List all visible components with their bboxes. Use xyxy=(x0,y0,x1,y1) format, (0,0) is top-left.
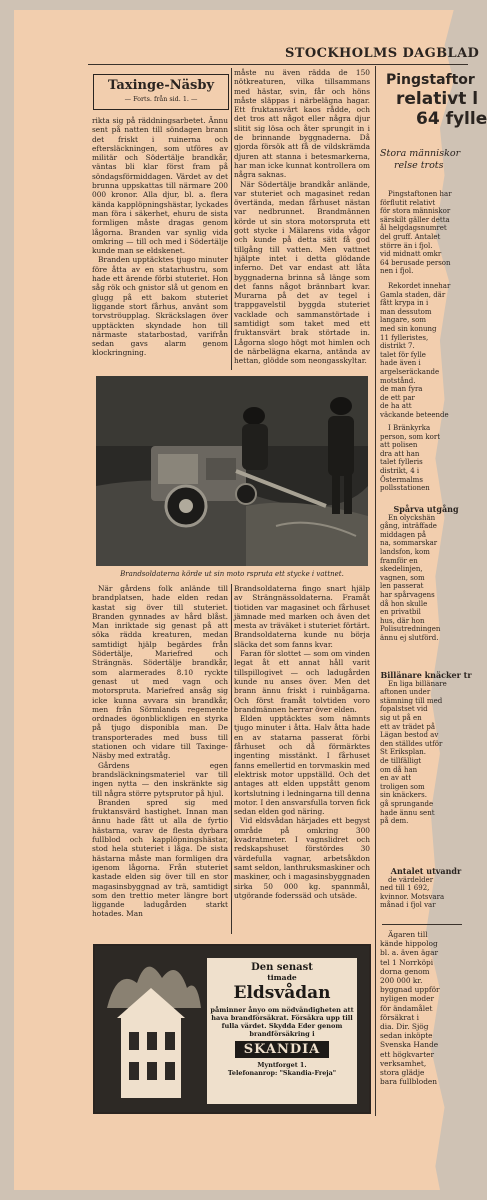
text-line: väckande beteende xyxy=(380,410,449,419)
text-line: Rekordet innehar xyxy=(388,282,451,290)
text-line: de ha att xyxy=(380,402,412,411)
text-line: dorna genom xyxy=(380,966,430,976)
paragraph: Brandsoldaterna fingo snart hjälp av Strängnässoldaterna. Framåt tiotiden var magasinet och fårhuset jämnade med marken och även det mesta av träväket i stuteriet förtärt. Brandsoldaterna kunde nu börja släcka det som fanns kvar. xyxy=(234,584,370,649)
text-line: talet för fylle xyxy=(380,350,426,359)
top-rule xyxy=(88,64,468,65)
text-line: kvinnor. Motsvara xyxy=(380,892,445,901)
text-line: vid midnatt omkr xyxy=(380,250,442,259)
subheadline-line: Stora människor xyxy=(380,148,461,159)
text-line: Ägaren till xyxy=(388,930,428,939)
text-line: för stora människor xyxy=(380,207,451,216)
text-line: en av att xyxy=(380,774,412,783)
newspaper-masthead: STOCKHOLMS DAGBLAD xyxy=(285,46,480,61)
paragraph: Branden upptäcktes tjugo minuter före åtta av en statarhustru, som hade ett ärende förbi stuteriet. Hon såg rök och gnistor slå ut genom en glugg på ett bakom stuteriet liggande stort fårhus, använt som torvströupplag. Skräckslagen över upptäckten skyndade hon till närmaste statarbostad, varifrån sedan gavs alarm genom klockringning. xyxy=(92,255,228,358)
article-title: Taxinge-Näsby xyxy=(107,78,215,93)
paragraph: Gårdens egen brandsläckningsmateriel var till ingen nytta — den inskränkte sig till några större pytsprutor på hjul. xyxy=(92,760,228,798)
paragraph: Faran för slottet — som om vinden legat åt ett annat håll varit tillspillogivet — och ladugården kunde nu anses över. Men det brann ännu friskt i ruinbågarna. Och först framåt tolvtiden voro brandmännen herrar över elden. xyxy=(234,649,370,714)
section-rule xyxy=(382,924,462,925)
article-column-4 xyxy=(234,584,370,934)
text-line: vagnen, som xyxy=(380,573,425,582)
article-column-2 xyxy=(234,68,370,370)
text-line: särskilt gäller detta xyxy=(380,215,450,224)
text-line: ännu ej slutförd. xyxy=(380,633,439,642)
text-line: argelseräckande xyxy=(380,367,440,376)
text-line: landsfon, kom xyxy=(380,547,430,556)
text-line: ett högkvarter xyxy=(380,1049,435,1059)
text-line: Pingstaftonen har xyxy=(388,190,452,198)
news-headline: Antalet utvandr xyxy=(390,866,462,876)
text-line: 200 000 kr. xyxy=(380,976,423,986)
column-divider xyxy=(231,68,232,370)
fire-truck-photo xyxy=(96,376,368,566)
text-line: den ställdes utför xyxy=(380,739,443,748)
text-line: I Bränkyrka xyxy=(388,424,431,432)
text-line: En olyckshän xyxy=(388,513,436,522)
skandia-advertisement xyxy=(93,944,371,1114)
text-line: distrikt 7. xyxy=(380,342,415,351)
column-divider xyxy=(375,66,376,1116)
text-line: sin knäckers. xyxy=(380,791,427,800)
ad-brand-logo: SKANDIA xyxy=(235,1041,329,1058)
ad-headline-2: timade xyxy=(267,973,297,982)
text-line: att polisen xyxy=(380,441,418,450)
text-line: de värdelder xyxy=(388,875,434,884)
text-line: skedelinjen, xyxy=(380,565,423,574)
text-line: för ändamålet xyxy=(380,1003,433,1013)
article-heading-box xyxy=(93,74,229,110)
paragraph: När Södertälje brandkår anlände, var stuteriet och magasinet redan övertända, medan fårhuset nästan var nedbrunnet. Brandmännen körde ut sin stora motorspruta ett gott stycke i Mälarens vida vågor och kunde på detta sätt få god tillgång till vatten. Men vattnet hjälpte intet i detta glödande inferno. Det var endast att låta byggnaderna brinna så länge som det fanns något brännbart kvar. Murarna på det av tegel i trappgavelstil byggda stuteriet vacklade och sammanstörtade i samtidigt som taket med ett fruktansvärt brak störtade in. Lågorna slogo högt mot himlen och de närbelägna ekarna, antända av hettan, glödde som neongasskyltar. xyxy=(234,179,370,366)
text-line: aftonen under xyxy=(380,688,431,697)
text-line: försäkrat i xyxy=(380,1012,420,1022)
text-line: dia. Dir. Sjög xyxy=(380,1022,429,1032)
text-line: pollsstationen xyxy=(380,484,430,493)
text-line: distrikt, 4 i xyxy=(380,466,420,475)
text-line: på dem. xyxy=(380,817,409,826)
paragraph: måste nu även rädda de 150 nötkreaturen, vilka tillsammans med hästar, svin, får och höns måste släppas i närbelägna hagar. Ett fruktansvärt kaos rådde, och det tros att något eller några djur slitit sig lösa och åter sprungit in i de brinnande byggnaderna. Då gjorda försök att få de vildskrämda djuren att stanna i betesmarkerna, har man icke kunnat kontrollera om några saknas. xyxy=(234,68,370,180)
text-line: då hon skulle xyxy=(380,599,428,608)
right-headline xyxy=(386,72,487,129)
text-line: framför en xyxy=(380,556,418,565)
paragraph: Branden spred sig med fruktansvärd hastighet. Innan man ännu hade fått ut alla de fyrtio hästarna, varav de flesta dyrbara fullblod och kapplöpningshästar, stod hela stuteriet i låga. De sista hästarna måste man formligen dra igenom lågorna. Från stuteriet kastade elden sig över till en stor magasinsbyggnad av trä, samtidigt som den trettio meter längre bort liggande ladugården starkt hotades. Man xyxy=(92,797,228,919)
ad-body-text: påminner ånyo om nödvändigheten att hava brandförsäkrat. Försäkra upp till fulla värdet. Skydda Eder genom brandförsäkring i xyxy=(210,1006,354,1038)
text-line: med sin konung xyxy=(380,324,437,333)
text-line: middagen på xyxy=(380,530,427,539)
text-line: gång, inträffade xyxy=(380,522,437,531)
text-line: talet fylleris xyxy=(380,458,423,467)
text-line: person, som kort xyxy=(380,432,441,441)
text-line: sig ut på en xyxy=(380,713,422,722)
text-line: En liga billänare xyxy=(388,679,447,688)
text-line: stora glädje xyxy=(380,1068,425,1078)
text-line: Gamla staden, där xyxy=(380,290,446,299)
text-line: ned till 1 692, xyxy=(380,884,430,893)
text-line: na, sommarskar xyxy=(380,539,438,548)
text-line: gå sprungande xyxy=(380,799,434,808)
text-line: byggnad uppför xyxy=(380,985,440,995)
burning-house-illustration xyxy=(97,948,205,1108)
article-column-3 xyxy=(92,584,228,934)
ad-headline-1: Den senast xyxy=(251,962,313,973)
text-line: fopalstset vid xyxy=(380,705,428,714)
headline-line: Pingstaftor xyxy=(386,72,475,88)
text-line: större än i fjol. xyxy=(380,241,433,250)
ad-address: Myntforget 1. xyxy=(257,1061,307,1069)
text-line: ål helgdagsnumret xyxy=(380,224,447,233)
ad-text-panel xyxy=(207,958,357,1104)
text-line: man dessutom xyxy=(380,307,432,316)
text-line: nyligen moder xyxy=(380,994,434,1004)
right-column-news-antalet xyxy=(380,862,472,910)
text-line: tel 1 Norrköpi xyxy=(380,957,434,967)
ad-headline-3: Eldsvådan xyxy=(233,983,331,1003)
right-column-text-3 xyxy=(380,424,472,493)
right-column-text-1 xyxy=(380,190,472,276)
text-line: hade ännu sent xyxy=(380,808,435,817)
text-line: St Eriksplan. xyxy=(380,748,426,757)
right-column-text-2 xyxy=(380,282,472,420)
text-line: de ett par xyxy=(380,393,415,402)
subheadline-line: relse trots xyxy=(394,160,444,171)
text-line: ett av trädet på xyxy=(380,722,435,731)
text-line: 11 fylleristes, xyxy=(380,333,429,342)
text-line: motstånd. xyxy=(380,376,416,385)
ad-phone: Telefonanrop: "Skandia-Freja" xyxy=(227,1069,337,1077)
article-column-1 xyxy=(92,116,228,370)
text-line: sedan inköpte xyxy=(380,1031,433,1041)
news-headline: Spårva utgång xyxy=(393,504,459,514)
right-column-text-7 xyxy=(380,930,472,1086)
text-line: langare, som xyxy=(380,316,426,325)
text-line: verksamhet, xyxy=(380,1058,427,1068)
text-line: har spårvagens xyxy=(380,590,435,599)
text-line: len passerat xyxy=(380,582,424,591)
right-column-news-sparva xyxy=(380,500,472,643)
headline-line: 64 fylle xyxy=(416,109,487,129)
text-line: dra att han xyxy=(380,449,420,458)
paragraph: Vid eldsvådan härjades ett begyst område på omkring 300 kvadratmeter. I vagnslidret och redskapshuset förstördes 30 värdefulla vagnar, arbetsåkdon samt seldon, lanthruksmaskiner och maskiner, och i magasinsbyggnaden sirka 50 000 kg. spannmål, utgörande foderssäd och utsäde. xyxy=(234,816,370,900)
text-line: de man fyra xyxy=(380,385,423,394)
text-line: troligen som xyxy=(380,782,425,791)
column-divider xyxy=(231,584,232,934)
text-line: en privatbil xyxy=(380,608,421,617)
right-subheadline xyxy=(380,148,472,172)
text-line: stämning till med xyxy=(380,696,443,705)
text-line: fått krypa in i xyxy=(380,299,429,308)
text-line: Polisutredningen xyxy=(380,625,441,634)
headline-line: relativt l xyxy=(396,89,479,109)
paragraph: Elden upptäcktes som nämnts tjugo minuter i åtta. Halv åtta hade en av statarna passerat förbi fårhuset och då förmärktes ingenting misstänkt. I fårhuset fanns emellertid en torvmaskin med elektrisk motor uppställd. Och det antages att elden uppstått genom kortslutning i ledningarna till denna motor. I den ansvarsfulla torven fick sedan elden god näring. xyxy=(234,714,370,817)
text-line: Östermalms xyxy=(380,475,423,484)
photo-illustration xyxy=(96,376,368,566)
photo-caption: Brandsoldaterna körde ut sin moto rspruta ett stycke i vattnet. xyxy=(120,570,344,578)
right-column-news-billanare xyxy=(380,666,472,826)
text-line: 64 berusade person xyxy=(380,258,451,267)
text-line: bara fullbloden xyxy=(380,1077,438,1087)
paragraph: rikta sig på räddningsarbetet. Ännu sent på natten till söndagen brann det friskt i ruinerna och eftersläckningen, som utföres av militär och Södertälje brandkår, väntas bli klar först fram på söndagsförmiddagen. Värdet av det brunna uppskattas till närmare 200 000 kronor. Alla djur, bl. a. flera kända kapplöpningshästar, lyckades man föra i säkerhet, ehuru de sista formligen måste dragas genom lågorna. Branden var synlig vida omkring — till och med i Södertälje kunde man se eldskenet. xyxy=(92,116,228,256)
paragraph: När gårdens folk anlände till brandplatsen, hade elden redan kastat sig över till stuteriet. Branden gynnades av hård blåst. Man inriktade sig genast på att söka rädda kreaturen, medan samtidigt hjälp begärdes från Södertälje, Mariefred och Strängnäs. Södertälje brandkår, som alarmerades 8.10 ryckte genast ut med vagn och motorspruta. Mariefred ansåg sig icke kunna avvara sin brandkår, men från Sörmlands regemente ordnades ögonblickligen en styrka på tjugo disponibla man. De transporterades med buss till stationen och vidare till Taxinge-Näsby med extratåg. xyxy=(92,584,228,761)
text-line: bl. a. även ägar xyxy=(380,948,439,958)
text-line: de tillfälligt xyxy=(380,756,422,765)
text-line: nen i fjol. xyxy=(380,267,414,276)
text-line: hus, där hon xyxy=(380,616,425,625)
text-line: om då han xyxy=(380,765,418,774)
text-line: del gruff. Antalet xyxy=(380,232,441,241)
text-line: Lägan bestod av xyxy=(380,731,439,740)
text-line: kände hippolog xyxy=(380,939,438,949)
text-line: månad i fjol var xyxy=(380,901,436,910)
text-line: hade även i xyxy=(380,359,421,368)
article-continuation-note: — Forts. från sid. 1. — xyxy=(124,95,198,103)
news-headline: Billänare knäcker tr xyxy=(380,670,472,680)
text-line: förflutit relativt xyxy=(380,198,436,207)
text-line: Svenska Hande xyxy=(380,1040,439,1050)
